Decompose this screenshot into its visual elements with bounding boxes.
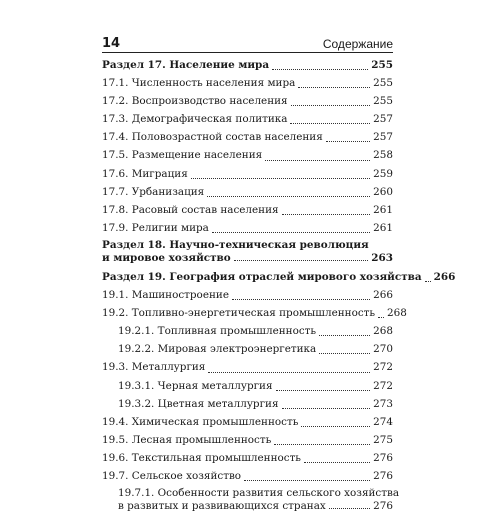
dot-leader [282, 214, 371, 215]
toc-entry-page: 255 [373, 77, 393, 90]
toc-entry-title: 19.3.2. Цветная металлургия [118, 397, 279, 410]
toc-entry-title: 19.6. Текстильная промышленность [102, 451, 301, 464]
toc-entry-19-4[interactable] [102, 413, 393, 431]
toc-entry-17-2[interactable] [102, 92, 393, 110]
toc-entry-title: 17.4. Половозрастной состав населения [102, 131, 323, 144]
page-number: 14 [102, 36, 121, 51]
toc-entry-title-line1: 19.7.1. Особенности развития сельского хозяйства [118, 487, 400, 500]
toc-entry-title: 17.9. Религии мира [102, 221, 209, 234]
toc-entry-title: 17.3. Демографическая политика [102, 113, 288, 126]
toc-entry-page: 276 [373, 469, 393, 482]
toc-entry-title: 17.7. Урбанизация [102, 185, 205, 198]
toc-entry-page: 275 [373, 433, 393, 446]
toc-entry-page: 272 [373, 379, 393, 392]
toc-entry-title: 17.6. Миграция [102, 167, 188, 180]
toc-entry-title: 19.3.1. Черная металлургия [118, 379, 273, 392]
dot-leader [291, 105, 371, 106]
dot-leader [265, 160, 370, 161]
toc-entry-page: 259 [373, 167, 393, 180]
toc-entry-title: 19.3. Металлургия [102, 361, 206, 374]
toc-entry-17-7[interactable] [102, 183, 393, 201]
dot-leader [378, 317, 384, 318]
dot-leader [272, 69, 368, 70]
dot-leader [244, 480, 370, 481]
toc-entry-19-3[interactable] [102, 358, 393, 376]
toc-entry-title: 19.2.2. Мировая электроэнергетика [118, 343, 317, 356]
header-rule [102, 52, 393, 53]
toc-entry-page: 255 [373, 95, 393, 108]
dot-leader [274, 444, 370, 445]
toc-entry-page: 261 [373, 203, 393, 216]
toc-entry-page: 257 [373, 113, 393, 126]
toc-entry-page: 273 [373, 397, 393, 410]
toc-entry-page: 261 [373, 221, 393, 234]
toc-entry-title: 19.4. Химическая промышленность [102, 415, 299, 428]
toc-entry-page: 268 [387, 307, 407, 320]
dot-leader [329, 508, 370, 509]
toc-entry-title: Раздел 17. Население мира [102, 59, 270, 71]
page-header [102, 36, 393, 56]
dot-leader [319, 335, 370, 336]
dot-leader [234, 260, 369, 261]
toc-entry-page: 255 [371, 59, 393, 71]
toc-entry-page: 268 [373, 325, 393, 338]
dot-leader [298, 87, 370, 88]
toc-entry-19-7[interactable] [102, 467, 393, 485]
dot-leader [290, 123, 370, 124]
toc-entry-19-2-1[interactable] [102, 322, 393, 340]
toc-entry-title: 19.2. Топливно-энергетическая промышленность [102, 307, 376, 320]
toc-entry-17-3[interactable] [102, 110, 393, 128]
toc-entry-page: 272 [373, 361, 393, 374]
toc-entry-19-7-1[interactable] [102, 485, 400, 516]
toc-entry-19-2-2[interactable] [102, 340, 393, 358]
toc-entry-17-6[interactable] [102, 165, 393, 183]
dot-leader [301, 426, 370, 427]
toc-entry-title: 17.8. Расовый состав населения [102, 203, 279, 216]
dot-leader [276, 390, 371, 391]
toc-entry-17-8[interactable] [102, 201, 393, 219]
toc-entry-section-17[interactable] [102, 56, 393, 74]
toc-entry-page: 274 [373, 415, 393, 428]
dot-leader [191, 178, 370, 179]
toc-entry-17-4[interactable] [102, 128, 393, 146]
toc-entry-title-line1: Раздел 18. Научно-техническая революция [102, 238, 369, 251]
toc-entry-title: 17.1. Численность населения мира [102, 77, 296, 90]
toc-entry-17-1[interactable] [102, 74, 393, 92]
dot-leader [319, 353, 370, 354]
dot-leader [326, 141, 370, 142]
toc-entry-19-1[interactable] [102, 286, 393, 304]
toc-entry-page: 270 [373, 343, 393, 356]
toc-entry-page: 263 [371, 251, 393, 264]
toc-entry-title-line2: в развитых и развивающихся странах [118, 500, 326, 513]
dot-leader [212, 232, 370, 233]
toc-entry-title: 19.2.1. Топливная промышленность [118, 325, 317, 338]
toc-entry-17-9[interactable] [102, 219, 393, 237]
dot-leader [425, 281, 431, 282]
dot-leader [282, 408, 371, 409]
toc-entry-section-18[interactable] [102, 237, 393, 268]
toc-entry-title: Раздел 19. География отраслей мирового хозяйства [102, 270, 422, 283]
toc-entry-17-5[interactable] [102, 146, 393, 164]
toc-entry-page: 266 [373, 289, 393, 302]
dot-leader [208, 372, 370, 373]
toc-entry-page: 266 [433, 270, 456, 283]
running-head: Содержание [322, 37, 393, 51]
toc-entry-title: 19.1. Машиностроение [102, 289, 229, 302]
toc-entry-19-3-2[interactable] [102, 395, 393, 413]
dot-leader [232, 299, 370, 300]
toc-entry-19-5[interactable] [102, 431, 393, 449]
toc-entry-title-line2: и мировое хозяйство [102, 251, 231, 264]
toc-entry-19-3-1[interactable] [102, 377, 393, 395]
toc-entry-19-6[interactable] [102, 449, 393, 467]
toc-entry-section-19[interactable] [102, 268, 456, 286]
toc-entry-title: 19.5. Лесная промышленность [102, 433, 272, 446]
toc-entry-title: 17.5. Размещение населения [102, 149, 263, 162]
dot-leader [207, 196, 370, 197]
toc-entry-19-2[interactable] [102, 304, 407, 322]
toc-entry-page: 260 [373, 185, 393, 198]
toc-entry-page: 258 [373, 149, 393, 162]
toc-entry-page: 257 [373, 131, 393, 144]
toc-entry-title: 19.7. Сельское хозяйство [102, 469, 242, 482]
toc-entry-page: 276 [373, 500, 393, 513]
toc-entry-page: 276 [373, 451, 393, 464]
toc-entry-title: 17.2. Воспроизводство населения [102, 95, 288, 108]
dot-leader [304, 462, 370, 463]
table-of-contents [102, 56, 456, 516]
